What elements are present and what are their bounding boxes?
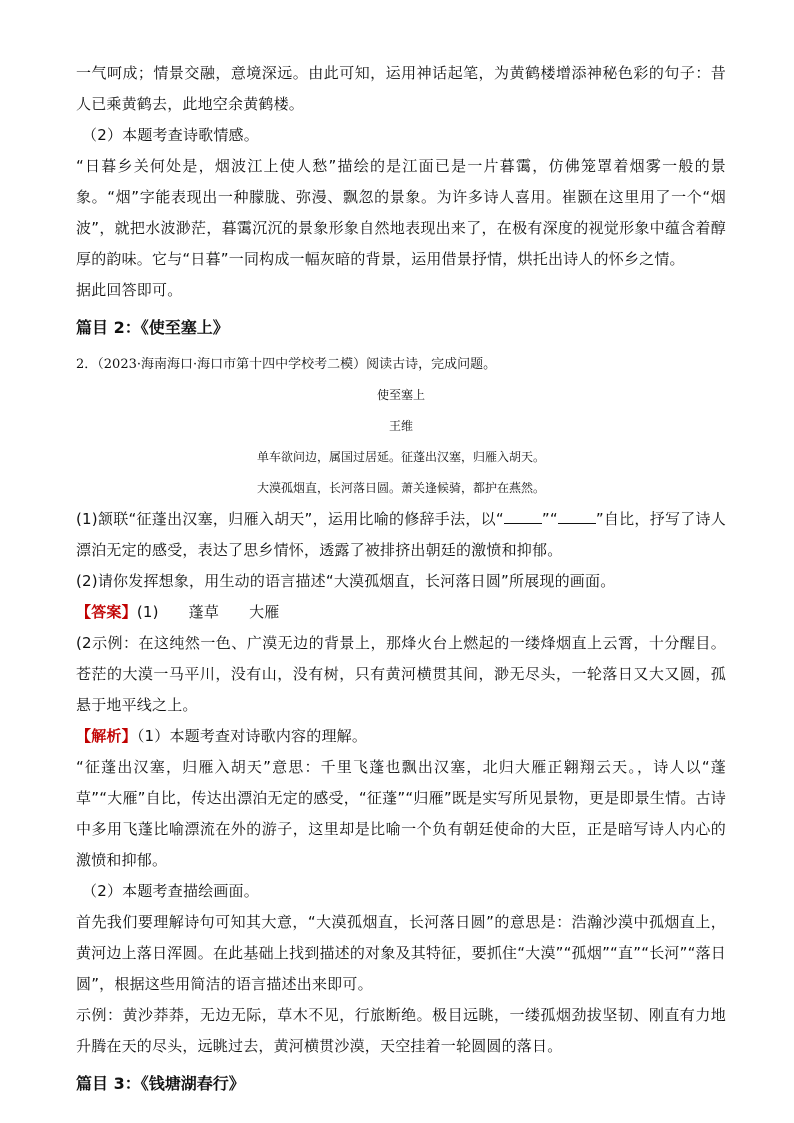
analysis-q2-body: 首先我们要理解诗句可知其大意，“大漠孤烟直，长河落日圆”的意思是：浩瀚沙漠中孤烟直上，黄河边上落日浑圆。在此基础上找到描述的对象及其特征，要抓住“大漠”“孤烟”“直”“长河”“落日圆”，根据这些用简洁的语言描述出来即可。 [76, 913, 726, 993]
question-1-text-a: (1)颔联“征蓬出汉塞，归雁入胡天”，运用比喻的修辞手法，以“ [76, 510, 504, 528]
answer-word-1: 蓬草 [188, 603, 220, 621]
section2-heading: 篇目 2：《使至塞上》 [76, 318, 229, 337]
intro-closing: 据此回答即可。 [76, 281, 183, 299]
analysis-q1-label: （1）本题考查对诗歌内容的理解。 [136, 727, 368, 745]
intro-q2-label: （2）本题考查诗歌情感。 [82, 126, 259, 144]
analysis-line [76, 721, 726, 752]
question-intro: 2．（2023·海南海口·海口市第十四中学校考二模）阅读古诗，完成问题。 [76, 357, 497, 372]
answer-q2: (2示例：在这纯然一色、广漠无边的背景上，那烽火台上燃起的一缕烽烟直上云霄，十分醒目。苍茫的大漠一马平川，没有山，没有树，只有黄河横贯其间，渺无尽头，一轮落日又大又圆，孤悬于地平线之上。 [76, 634, 726, 714]
intro-paragraph: 一气呵成；情景交融，意境深远。由此可知，运用神话起笔，为黄鹤楼增添神秘色彩的句子：昔人已乘黄鹤去，此地空余黄鹤楼。 [76, 64, 726, 113]
poem-block [76, 380, 726, 504]
analysis-q2-label: （2）本题考查描绘画面。 [82, 882, 259, 900]
example-answer: 示例：黄沙莽莽，无边无际，草木不见，行旅断绝。极目远眺，一缕孤烟劲拔坚韧、刚直有力地升腾在天的尽头，远眺过去，黄河横贯沙漠，天空挂着一轮圆圆的落日。 [76, 1006, 726, 1055]
section3-heading: 篇目 3：《钱塘湖春行》 [76, 1074, 245, 1093]
poem-line-1: 单车欲问边，属国过居延。征蓬出汉塞，归雁入胡天。 [256, 450, 545, 464]
poem-title: 使至塞上 [376, 388, 425, 402]
question-2: (2)请你发挥想象，用生动的语言描述“大漠孤烟直，长河落日圆”所展现的画面。 [76, 572, 616, 590]
answer-blank-2[interactable] [558, 509, 596, 524]
answer-line [76, 597, 726, 628]
analysis-q1-body: “征蓬出汉塞，归雁入胡天”意思：千里飞蓬也飘出汉塞，北归大雁正翱翔云天。，诗人以“蓬草”“大雁”自比，传达出漂泊无定的感受，“征蓬”“归雁”既是实写所见景物，更是即景生情。古诗中多用飞蓬比喻漂流在外的游子，这里却是比喻一个负有朝廷使命的大臣，正是暗写诗人内心的激愤和抑郁。 [76, 758, 726, 869]
document-page [76, 58, 726, 1106]
question-1-text-b: ”“ [541, 510, 558, 528]
answer-word-2: 大雁 [249, 603, 280, 621]
poem-line-2: 大漠孤烟直，长河落日圆。萧关逢候骑，都护在燕然。 [256, 481, 545, 495]
answer-blank-1[interactable] [504, 509, 542, 524]
question-1 [76, 504, 726, 566]
intro-q2-body: “日暮乡关何处是，烟波江上使人愁”描绘的是江面已是一片暮霭，仿佛笼罩着烟雾一般的景象。“烟”字能表现出一种朦胧、弥漫、飘忽的景象。为许多诗人喜用。崔颢在这里用了一个“烟波”，就把水波渺茫，暮霭沉沉的景象形象自然地表现出来了，在极有深度的视觉形象中蕴含着醇厚的韵味。它与“日暮”一同构成一幅灰暗的背景，运用借景抒情，烘托出诗人的怀乡之情。 [76, 157, 726, 268]
question-1-text-c: ”自比，抒写了诗人漂泊无定的感受，表达了思乡情怀，透露了被排挤出朝廷的激愤和抑郁。 [76, 510, 727, 559]
poem-author: 王维 [388, 419, 413, 433]
answer-q1-label: (1) [136, 603, 159, 621]
answer-tag: 【答案】 [76, 603, 137, 621]
analysis-tag: 【解析】 [76, 727, 137, 745]
